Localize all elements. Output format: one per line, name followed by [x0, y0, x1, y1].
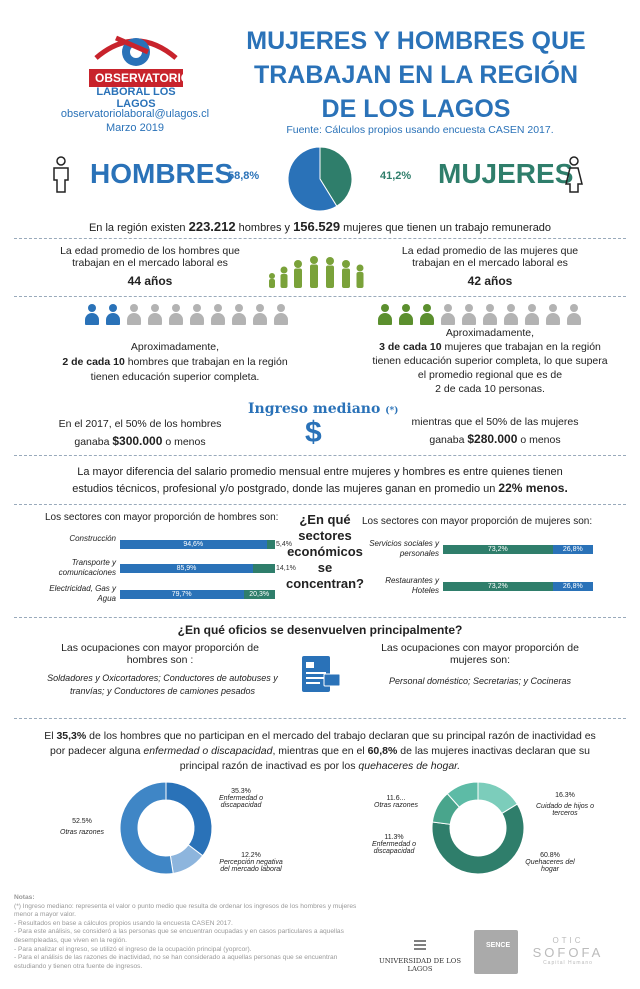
person-icon — [504, 304, 518, 326]
inactivity-text: El 35,3% de los hombres que no participan en el mercado del trabajo declaran que su principal razón de inactividad es por padecer alguna enfermedad o discapacidad, mientras que en el 60,8% de las mujeres inactivas declaran que su principal razón de inactivad es por los quehaceres de hogar. — [44, 730, 596, 772]
men-occupations-title: Las ocupaciones con mayor proporción de hombres son : — [61, 642, 259, 666]
note-line: (*) Ingreso mediano: representa el valor o punto medio que resulta de ordenar los ingresos de los hombres y mujeres menor a mayor valor. — [14, 902, 357, 919]
sector-bar-women — [253, 564, 296, 573]
person-icon — [546, 304, 560, 326]
divider — [14, 455, 626, 456]
notes — [14, 894, 370, 971]
women-donut-label-illness: 11.3% Enfermedad o discapacidad — [372, 834, 416, 855]
men-share: 58,8% — [228, 170, 260, 182]
divider — [14, 504, 626, 505]
women-education-text: Aproximadamente, 3 de cada 10 mujeres que trabajan en la región tienen educación superior completa, lo que supera el promedio regional que es de 2 de cada 10 personas. — [372, 327, 608, 395]
men-income-text: En el 2017, el 50% de los hombres ganaba $300.000 o menos — [58, 418, 222, 448]
person-icon — [127, 304, 141, 326]
men-count: 223.212 — [188, 219, 236, 234]
men-age-value: 44 años — [127, 274, 173, 288]
women-donut-label-care: 16.3% Cuidado de hijos o terceros — [536, 792, 594, 817]
divider — [14, 296, 626, 297]
divider — [14, 238, 626, 239]
woman-icon — [563, 156, 585, 194]
bar-value-label: 26,8% — [562, 546, 583, 553]
divider — [14, 718, 626, 719]
note-line: - Resultados en base a cálculos propios usando la encuesta CASEN 2017. — [14, 919, 233, 927]
men-income-value: $300.000 — [112, 434, 163, 448]
person-icon — [378, 304, 392, 326]
sector-label: Construcción — [69, 534, 116, 543]
women-count: 156.529 — [293, 219, 341, 234]
bar-value-label: 79,7% — [171, 591, 192, 598]
bar-value-label: 73,2% — [487, 583, 508, 590]
women-share: 41,2% — [380, 170, 412, 182]
share-pie-chart — [286, 145, 354, 213]
sector-bar-women — [244, 590, 275, 599]
sector-bar-men — [120, 564, 253, 573]
women-education-pictogram — [378, 304, 598, 328]
sector-label: Electricidad, Gas y Agua — [49, 584, 116, 603]
women-income-text: mientras que el 50% de las mujeres ganaba $280.000 o menos — [411, 416, 579, 446]
men-inactivity-donut — [118, 780, 214, 876]
note-line: - Para el análisis de las razones de inactividad, no se han considerado a aquellas personas que se encuentran estudiando y tienen otra fuente de ingresos. — [14, 954, 338, 970]
men-donut-label-illness: 35.3% Enfermedad o discapacidad — [219, 788, 263, 809]
person-icon — [420, 304, 434, 326]
men-occupations-list: Soldadores y Oxicortadores; Conductores de autobuses y tranvías; y Conductores de camiones pesados — [47, 673, 278, 696]
man-icon — [50, 156, 72, 194]
women-donut-label-home: 60.8% Quehaceres del hogar — [525, 852, 575, 873]
notes-title: Notas: — [14, 894, 35, 901]
bar-value-label: 73,2% — [487, 546, 508, 553]
sofofa-logo: OTIC SOFOFA Capital Humano — [532, 936, 604, 966]
occupations-question: ¿En qué oficios se desenvuelven principalmente? — [177, 623, 463, 637]
person-icon — [567, 304, 581, 326]
eye-logo-icon — [86, 28, 186, 74]
person-icon — [253, 304, 267, 326]
bar-value-label: 85,9% — [176, 565, 197, 572]
divider — [14, 617, 626, 618]
sector-bar-men — [120, 590, 244, 599]
dollar-icon: $ — [305, 416, 322, 449]
donut-slice — [120, 782, 173, 874]
contact-email[interactable]: observatoriolaboral@ulagos.cl — [60, 108, 210, 120]
men-sectors-title: Los sectores con mayor proporción de hombres son: — [45, 512, 279, 523]
page-title: MUJERES Y HOMBRES QUE TRABAJAN EN LA REGIÓN DE LOS LAGOS — [246, 27, 586, 123]
person-icon — [441, 304, 455, 326]
women-occupations-title: Las ocupaciones con mayor proporción de mujeres son: — [381, 642, 579, 666]
sector-label: Servicios sociales y personales — [369, 539, 439, 558]
bar-value-label: 14,1% — [275, 565, 296, 572]
workers-sentence: En la región existen 223.212 hombres y 156.529 mujeres que tienen un trabajo remunerado — [88, 219, 552, 234]
men-label: HOMBRES — [90, 158, 234, 189]
men-education-pictogram — [85, 304, 305, 328]
sence-logo: SENCE — [474, 930, 518, 974]
notes-lines — [14, 903, 370, 972]
men-donut-label-perception: 12.2% Percepción negativa del mercado laboral — [219, 852, 283, 873]
person-icon — [169, 304, 183, 326]
women-donut-label-other: 11.6... Otras razones — [374, 795, 418, 809]
person-icon — [483, 304, 497, 326]
person-icon — [85, 304, 99, 326]
sector-bar-women — [267, 540, 292, 549]
bar-value-label: 5,4% — [275, 541, 292, 548]
women-income-value: $280.000 — [467, 432, 518, 446]
sector-bar-men — [553, 545, 593, 554]
person-icon — [274, 304, 288, 326]
sectors-question: ¿En qué sectores económicos se concentran? — [285, 512, 364, 591]
sector-bar-women — [443, 545, 553, 554]
person-icon — [462, 304, 476, 326]
women-inactivity-donut — [430, 780, 526, 876]
bar-value-label: 26,8% — [562, 583, 583, 590]
person-icon — [211, 304, 225, 326]
logo-subtitle: LABORAL LOS LAGOS — [96, 86, 176, 110]
source-note: Fuente: Cálculos propios usando encuesta CASEN 2017. — [286, 124, 554, 136]
sector-label: Restaurantes y Hoteles — [385, 576, 439, 595]
person-icon — [232, 304, 246, 326]
men-education-text: Aproximadamente, 2 de cada 10 hombres que trabajan en la región tienen educación superior completa. — [62, 341, 288, 383]
note-line: - Para este análisis, se consideró a las personas que se encuentran ocupadas y en casos particulares a aquellas desempleadas, que viven en la región. — [14, 928, 344, 944]
women-sectors-title: Los sectores con mayor proporción de mujeres son: — [362, 516, 593, 527]
salary-gap-text: La mayor diferencia del salario promedio mensual entre mujeres y hombres es entre quienes tienen estudios técnicos, profesional y/o postgrado, donde las mujeres ganan en promedio un 22% menos. — [72, 466, 568, 495]
ulagos-emblem-icon — [412, 938, 428, 952]
women-age-text: La edad promedio de las mujeres que trabajan en el mercado laboral es — [401, 245, 579, 269]
person-icon — [148, 304, 162, 326]
person-icon — [106, 304, 120, 326]
sector-bar-men — [553, 582, 593, 591]
person-icon — [399, 304, 413, 326]
person-icon — [525, 304, 539, 326]
note-line: - Para analizar el ingreso, se utilizó el ingreso de la ocupación principal (yoprcor). — [14, 945, 252, 953]
bar-value-label: 94,6% — [183, 541, 204, 548]
age-progression-icon — [266, 250, 366, 290]
men-age-text: La edad promedio de los hombres que trabajan en el mercado laboral es — [60, 245, 240, 269]
women-label: MUJERES — [438, 158, 574, 189]
ulagos-logo: UNIVERSIDAD DE LOS LAGOS — [372, 938, 468, 973]
publication-date: Marzo 2019 — [105, 122, 165, 134]
women-occupations-list: Personal doméstico; Secretarias; y Cocineras — [388, 676, 572, 686]
sector-bar-men — [120, 540, 267, 549]
women-age-value: 42 años — [467, 274, 513, 288]
document-icon — [298, 654, 342, 696]
income-title: Ingreso mediano (*) — [248, 401, 399, 417]
logo-title: OBSERVATORIO — [89, 69, 183, 87]
men-donut-label-other: 52.5% Otras razones — [60, 818, 104, 836]
logo — [86, 28, 191, 110]
person-icon — [190, 304, 204, 326]
bar-value-label: 20,3% — [249, 591, 270, 598]
sector-label: Transporte y comunicaciones — [58, 558, 116, 577]
sector-bar-women — [443, 582, 553, 591]
